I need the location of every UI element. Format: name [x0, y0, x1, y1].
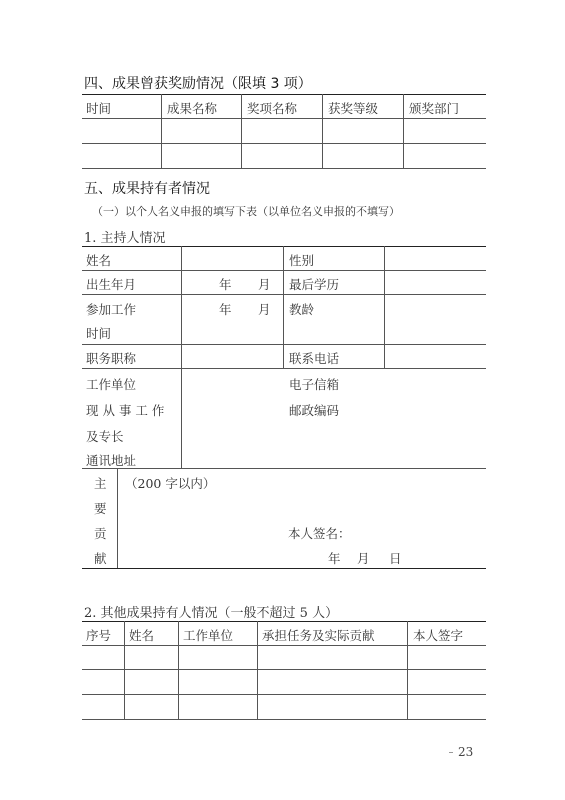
host-work-start-label: 参加工作 [86, 302, 137, 317]
host-education-label: 最后学历 [289, 277, 340, 292]
others-header-index: 序号 [86, 628, 112, 643]
host-work-start-label-2: 时间 [86, 326, 112, 341]
contrib-char: 要 [94, 501, 107, 516]
awards-header-award-name: 奖项名称 [247, 101, 298, 116]
host-name-field[interactable] [184, 249, 280, 268]
host-education-field[interactable] [387, 273, 483, 292]
awards-header-award-level: 获奖等级 [328, 101, 379, 116]
sign-label: 本人签名： [288, 526, 351, 541]
host-phone-label: 联系电话 [289, 351, 340, 366]
host-specialty-label-2: 及专长 [86, 429, 124, 444]
contrib-char: 主 [94, 476, 107, 491]
awards-header-result-name: 成果名称 [167, 101, 218, 116]
sign-date-year: 年 [328, 551, 341, 566]
others-section-title: 2. 其他成果持有人情况（一般不超过 5 人） [84, 606, 339, 621]
contrib-note: （200 字以内） [125, 476, 216, 491]
host-birth-year: 年 [219, 277, 232, 292]
host-address-label: 通讯地址 [86, 453, 137, 468]
awards-cell[interactable] [84, 120, 159, 141]
host-birth-month: 月 [258, 277, 271, 292]
sign-date-day: 日 [389, 551, 402, 566]
others-cell[interactable] [84, 671, 122, 692]
awards-header-time: 时间 [86, 101, 112, 116]
contrib-char: 贡 [94, 526, 107, 541]
host-gender-label: 性别 [289, 253, 315, 268]
others-cell[interactable] [84, 647, 122, 667]
host-name-label: 姓名 [86, 253, 112, 268]
host-teaching-age-field[interactable] [387, 297, 483, 341]
others-cell[interactable] [84, 696, 122, 717]
section4-title: 四、成果曾获奖励情况（限填 3 项） [84, 76, 312, 92]
host-specialty-label: 现 从 事 工 作 [86, 403, 165, 418]
host-work-year: 年 [219, 302, 232, 317]
host-birth-label: 出生年月 [86, 277, 137, 292]
others-header-signature: 本人签字 [413, 628, 464, 643]
host-section-title: 1. 主持人情况 [84, 231, 166, 246]
sign-date-month: 月 [357, 551, 370, 566]
host-gender-field[interactable] [387, 249, 483, 268]
contrib-char: 献 [94, 551, 107, 566]
contrib-textarea[interactable] [121, 492, 481, 522]
host-title-label: 职务职称 [86, 351, 137, 366]
section5-note: （一）以个人名义申报的填写下表（以单位名义申报的不填写） [92, 205, 400, 218]
section5-title: 五、成果持有者情况 [84, 181, 210, 197]
host-postcode-label: 邮政编码 [289, 403, 340, 418]
host-teaching-age-label: 教龄 [289, 302, 315, 317]
host-work-month: 月 [258, 302, 271, 317]
page-number: 23 [458, 745, 474, 759]
host-unit-field[interactable] [184, 371, 480, 465]
awards-cell[interactable] [84, 145, 159, 166]
others-header-name: 姓名 [129, 628, 155, 643]
awards-header-issuer: 颁奖部门 [409, 101, 460, 116]
host-email-label: 电子信箱 [289, 377, 340, 392]
others-header-contribution: 承担任务及实际贡献 [262, 628, 375, 643]
page-number-dash [449, 752, 453, 753]
host-unit-label: 工作单位 [86, 377, 137, 392]
others-header-unit: 工作单位 [183, 628, 234, 643]
sign-field[interactable] [355, 522, 455, 542]
host-phone-field[interactable] [387, 347, 483, 366]
host-title-field[interactable] [184, 347, 280, 366]
